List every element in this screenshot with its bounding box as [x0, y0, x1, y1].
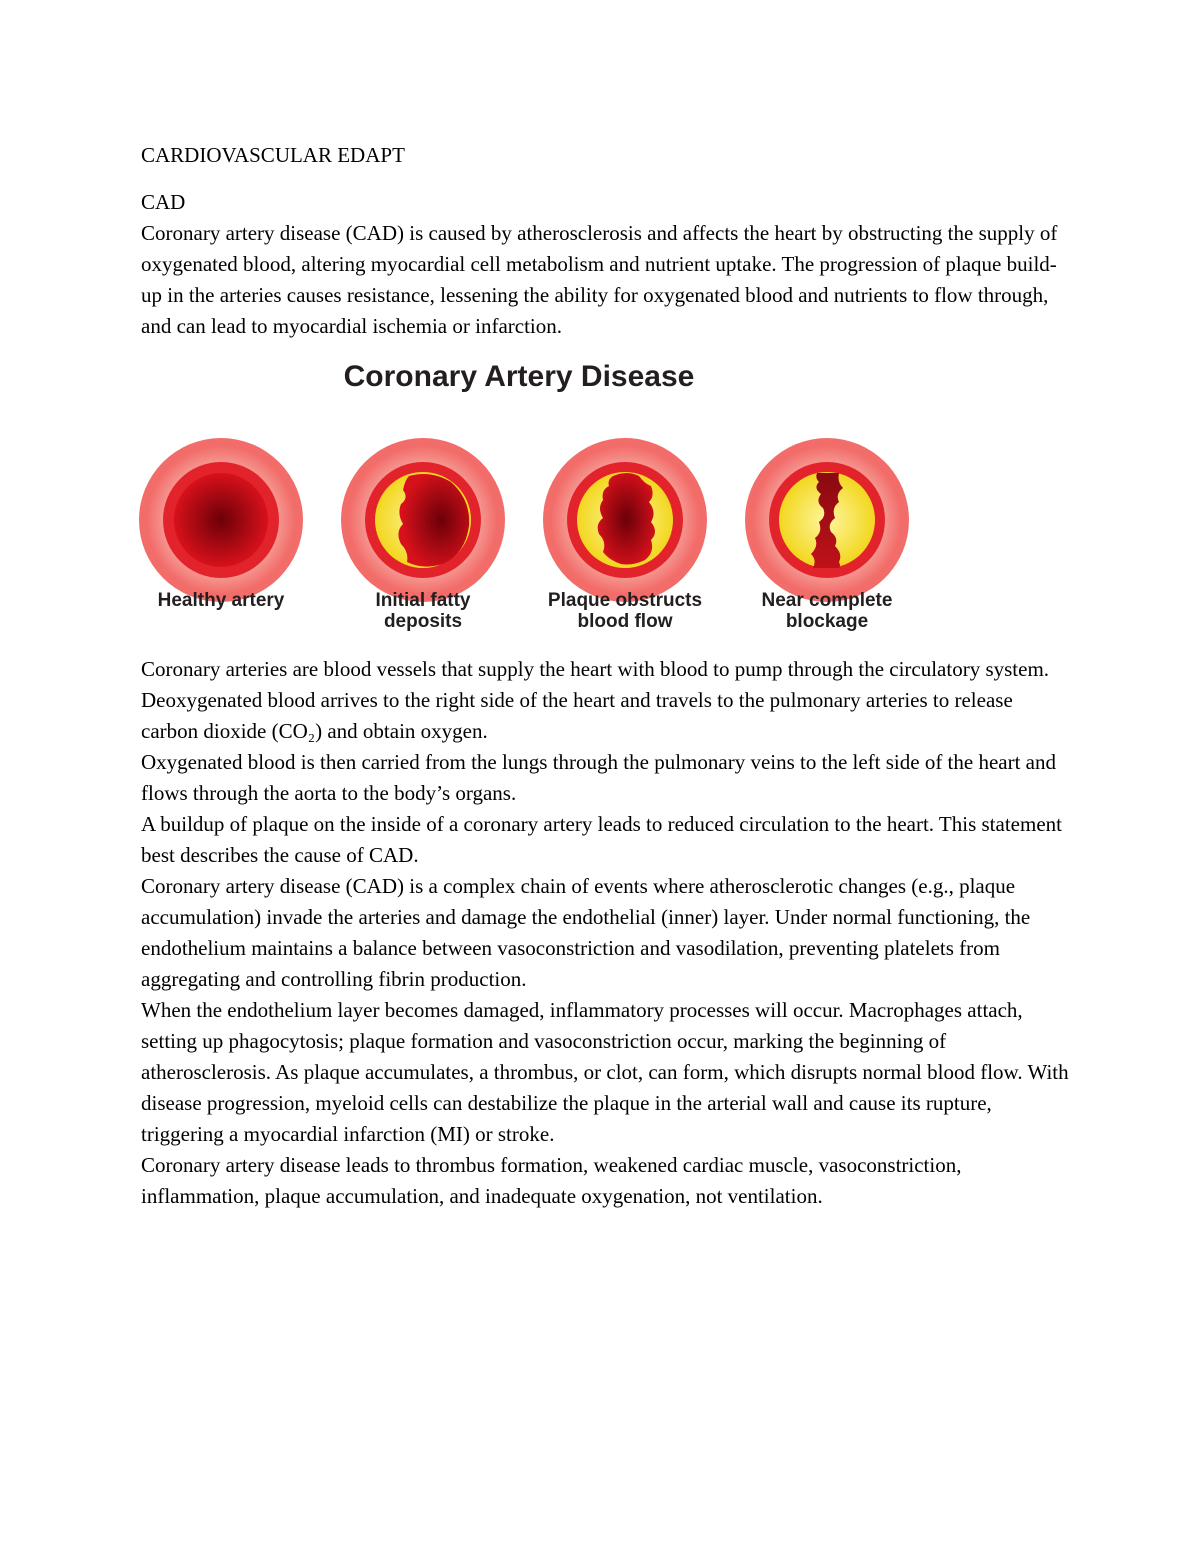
paragraph-oxygenated-blood: Oxygenated blood is then carried from the lungs through the pulmonary veins to the left side of the heart and flows through the aorta to the body’s organs. [141, 750, 1057, 805]
artery-healthy-illustration [137, 436, 305, 604]
caption-plaque-obstructs: Plaque obstructs blood flow [547, 590, 703, 632]
caption-healthy-artery: Healthy artery [157, 590, 285, 611]
caption-near-complete-blockage: Near complete blockage [761, 590, 893, 632]
paragraph-plaque-buildup: A buildup of plaque on the inside of a coronary artery leads to reduced circulation to the heart. This statement best describes the cause of CAD. [141, 812, 1062, 867]
caption-initial-fatty-deposits: Initial fatty deposits [375, 590, 471, 632]
paragraph-cad-chain: Coronary artery disease (CAD) is a complex chain of events where atherosclerotic changes (e.g., plaque accumulation) invade the arteries and damage the endothelial (inner) layer. Under normal functioning, the endothelium maintains a balance between vasoconstriction and vasodilation, preventing platelets from aggregating and controlling fibrin production. [141, 874, 1031, 991]
artery-fatty-deposits-illustration [339, 436, 507, 604]
figure-title: Coronary Artery Disease [343, 360, 695, 393]
artery-plaque-obstructs-illustration [541, 436, 709, 604]
paragraph-endothelium-damage: When the endothelium layer becomes damaged, inflammatory processes will occur. Macrophages attach, setting up phagocytosis; plaque formation and vasoconstriction occur, marking the beginning of atherosclerosis. As plaque accumulates, a thrombus, or clot, can form, which disrupts normal blood flow. With disease progression, myeloid cells can destabilize the plaque in the arterial wall and cause its rupture, triggering a myocardial infarction (MI) or stroke. [141, 998, 1069, 1146]
document-title: CARDIOVASCULAR EDAPT [141, 143, 405, 167]
section-heading: CAD [141, 190, 186, 214]
paragraph-coronary-arteries: Coronary arteries are blood vessels that supply the heart with blood to pump through the circulatory system. Deoxygenated blood arrives to the right side of the heart and travels to the pulmonary arteries to release carbon dioxide (CO₂) and obtain oxygen. [141, 657, 1050, 743]
paragraph-cad-summary: Coronary artery disease leads to thrombus formation, weakened cardiac muscle, vasoconstriction, inflammation, plaque accumulation, and inadequate oxygenation, not ventilation. [141, 1153, 962, 1208]
intro-paragraph: Coronary artery disease (CAD) is caused by atherosclerosis and affects the heart by obstructing the supply of oxygenated blood, altering myocardial cell metabolism and nutrient uptake. The progression of plaque build-up in the arteries causes resistance, lessening the ability for oxygenated blood and nutrients to flow through, and can lead to myocardial ischemia or infarction. [141, 221, 1058, 338]
document-page [141, 140, 1071, 1212]
cad-figure [137, 360, 917, 654]
artery-near-blockage-illustration [743, 436, 911, 604]
